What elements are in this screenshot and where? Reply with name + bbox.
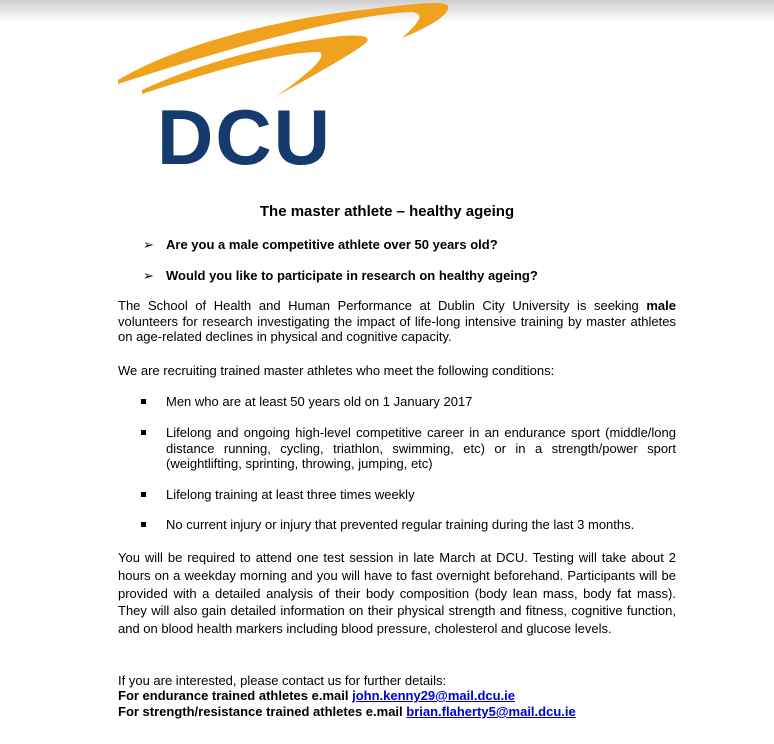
- contact-endurance: [118, 688, 515, 704]
- endurance-email-link[interactable]: john.kenny29@mail.dcu.ie: [352, 688, 516, 703]
- question-text: Are you a male competitive athlete over 50 years old?: [166, 237, 498, 252]
- contact-intro: If you are interested, please contact us for further details:: [118, 673, 447, 688]
- condition-item: [141, 487, 676, 503]
- condition-item: [141, 394, 676, 410]
- recruiting-text: We are recruiting trained master athletes who meet the following conditions:: [118, 363, 555, 378]
- condition-text: Lifelong and ongoing high-level competitive career in an endurance sport (middle/long distance running, cycling, triathlon, swimming, etc) or in a strength/power sport (weightlifting, sprinting, throwing, jumping, etc): [166, 425, 676, 471]
- test-info-paragraph: You will be required to attend one test session in late March at DCU. Testing will take about 2 hours on a weekday morning and you will have to fast overnight beforehand. Participants will be provided with a detailed analysis of their body composition (body lean mass, body fat mass). They will also gain detailed information on their physical strength and fitness, cognitive function, and on blood health markers including blood pressure, cholesterol and glucose levels.: [118, 550, 676, 637]
- condition-item: [141, 425, 676, 472]
- intro-text-end: volunteers for research investigating the impact of life-long intensive training by master athletes on age-related declines in physical and cognitive capacity.: [118, 313, 676, 344]
- page-title: The master athlete – healthy ageing: [259, 203, 515, 220]
- question-item: [143, 268, 538, 284]
- question-text: Would you like to participate in research on healthy ageing?: [166, 268, 538, 283]
- condition-text: Men who are at least 50 years old on 1 January 2017: [166, 394, 473, 409]
- intro-text: The School of Health and Human Performance at Dublin City University is seeking: [118, 298, 647, 313]
- question-item: [143, 237, 498, 253]
- contact-strength: [118, 704, 576, 720]
- arrow-bullet-icon: ➢: [143, 268, 154, 283]
- condition-text: No current injury or injury that prevented regular training during the last 3 months.: [166, 517, 635, 532]
- arrow-bullet-icon: ➢: [143, 237, 154, 252]
- square-bullet-icon: [141, 492, 146, 497]
- square-bullet-icon: [141, 522, 146, 527]
- endurance-label: For endurance trained athletes e.mail: [118, 688, 353, 703]
- square-bullet-icon: [141, 399, 146, 404]
- logo-swoosh-inner: [142, 35, 368, 96]
- logo-swoosh-outer: [118, 3, 448, 84]
- dcu-logo: [112, 0, 457, 172]
- intro-paragraph: [118, 298, 676, 345]
- condition-text: Lifelong training at least three times weekly: [166, 487, 415, 502]
- square-bullet-icon: [141, 430, 146, 435]
- strength-email-link[interactable]: brian.flaherty5@mail.dcu.ie: [406, 704, 576, 719]
- condition-item: [141, 517, 676, 533]
- strength-label: For strength/resistance trained athletes e.mail: [118, 704, 407, 719]
- logo-text: DCU: [157, 93, 332, 172]
- intro-bold: male: [646, 298, 676, 313]
